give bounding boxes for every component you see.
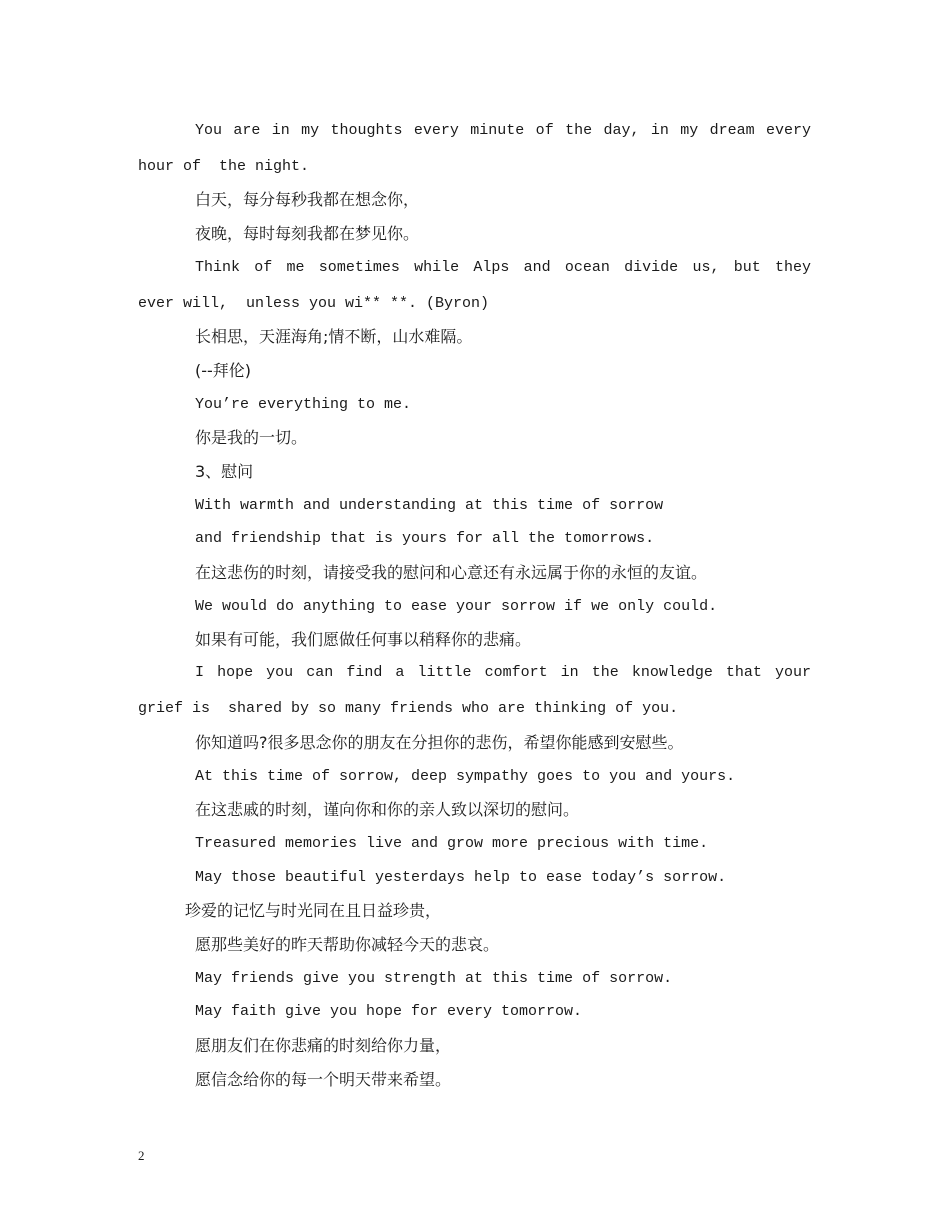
chinese-line: 长相思，天涯海角;情不断，山水难隔。 bbox=[195, 327, 473, 346]
paragraph-line: hour of the night. bbox=[138, 158, 310, 175]
english-line: At this time of sorrow, deep sympathy goes to you and yours. bbox=[195, 768, 736, 785]
paragraph-byron bbox=[138, 250, 811, 322]
english-line: You’re everything to me. bbox=[195, 396, 412, 413]
english-line: May those beautiful yesterdays help to ease today’s sorrow. bbox=[195, 869, 727, 886]
paragraph-comfort bbox=[138, 655, 811, 727]
chinese-line: 在这悲戚的时刻，谨向你和你的亲人致以深切的慰问。 bbox=[195, 800, 580, 819]
chinese-line: 你知道吗?很多思念你的朋友在分担你的悲伤，希望你能感到安慰些。 bbox=[195, 733, 684, 752]
chinese-line: 你是我的一切。 bbox=[195, 428, 308, 447]
chinese-line: 白天，每分每秒我都在想念你， bbox=[195, 190, 420, 209]
chinese-line: 愿信念给你的每一个明天带来希望。 bbox=[195, 1070, 452, 1089]
chinese-line: 愿朋友们在你悲痛的时刻给你力量， bbox=[195, 1036, 452, 1055]
english-line: and friendship that is yours for all the tomorrows. bbox=[195, 530, 655, 547]
english-line: May faith give you hope for every tomorrow. bbox=[195, 1003, 583, 1020]
paragraph-line: I hope you can find a little comfort in the knowledge that your bbox=[195, 664, 811, 681]
english-line: May friends give you strength at this time of sorrow. bbox=[195, 970, 673, 987]
page-number: 2 bbox=[138, 1148, 145, 1163]
chinese-line: 在这悲伤的时刻，请接受我的慰问和心意还有永远属于你的永恒的友谊。 bbox=[195, 563, 708, 582]
paragraph-line: You are in my thoughts every minute of the day, in my dream every bbox=[195, 122, 811, 139]
chinese-line: 珍爱的记忆与时光同在且日益珍贵， bbox=[185, 901, 442, 920]
paragraph-line: Think of me sometimes while Alps and ocean divide us, but they bbox=[195, 259, 811, 276]
chinese-line: 愿那些美好的昨天帮助你减轻今天的悲哀。 bbox=[195, 935, 500, 954]
paragraph-line: grief is shared by so many friends who are thinking of you. bbox=[138, 700, 679, 717]
chinese-line: 如果有可能，我们愿做任何事以稍释你的悲痛。 bbox=[195, 630, 532, 649]
english-line: We would do anything to ease your sorrow if we only could. bbox=[195, 598, 718, 615]
chinese-line: 夜晚，每时每刻我都在梦见你。 bbox=[195, 224, 420, 243]
attribution-line: (--拜伦) bbox=[195, 361, 252, 380]
paragraph-line: ever will, unless you wi** **. (Byron) bbox=[138, 295, 490, 312]
section-heading: 3、慰问 bbox=[195, 462, 254, 481]
english-line: Treasured memories live and grow more precious with time. bbox=[195, 835, 709, 852]
paragraph-thoughts bbox=[138, 113, 811, 185]
english-line: With warmth and understanding at this time of sorrow bbox=[195, 497, 664, 514]
